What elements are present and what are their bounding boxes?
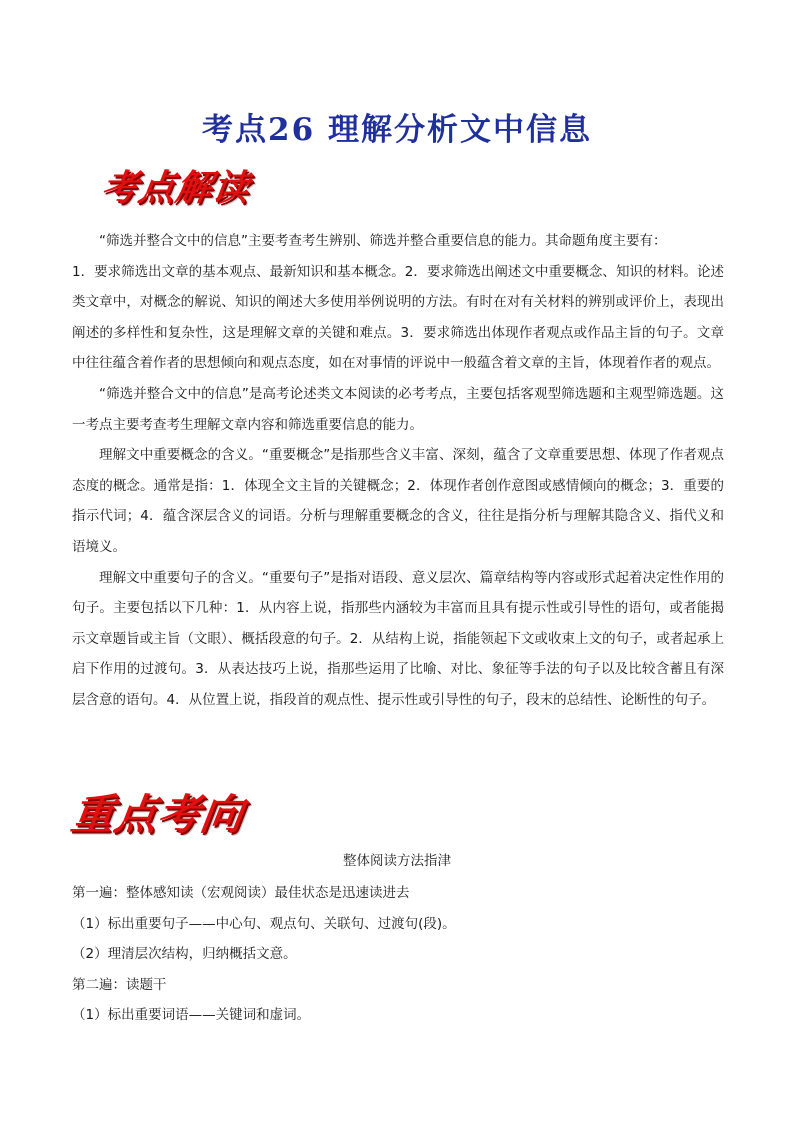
list-item: 第二遍：读题干 <box>72 976 167 993</box>
list-item: （1）标出重要句子——中心句、观点句、关联句、过渡句(段)。 <box>72 915 456 932</box>
banner-interpret: 考点解读 <box>98 167 253 209</box>
paragraph-angles: 1．要求筛选出文章的基本观点、最新知识和基本概念。2．要求筛选出阐述文中重要概念、知识的材料。论述类文章中，对概念的解说、知识的阐述大多使用举例说明的方法。有时在对有关材料的辨别或评价上，表现出阐述的多样性和复杂性，这是理解文章的关键和难点。3．要求筛选出体现作者观点或作品主旨的句子。文章中往往蕴含着作者的思想倾向和观点态度，如在对事情的评说中一般蕴含着文章的主旨，体现着作者的观点。 <box>72 263 724 372</box>
interpret-section <box>72 226 724 716</box>
banner-focus: 重点考向 <box>68 790 248 839</box>
paragraph-intro: “筛选并整合文中的信息”主要考查考生辨别、筛选并整合重要信息的能力。其命题角度主要有： <box>99 233 667 249</box>
paragraph-exam-point: “筛选并整合文中的信息”是高考论述类文本阅读的必考考点，主要包括客观型筛选题和主观型筛选题。这一考点主要考查考生理解文章内容和筛选重要信息的能力。 <box>72 385 724 433</box>
method-list <box>72 878 724 1031</box>
list-item: （1）标出重要词语——关键词和虚词。 <box>72 1007 311 1024</box>
list-item: 第一遍：整体感知读（宏观阅读）最佳状态是迅速读进去 <box>72 885 410 901</box>
method-title: 整体阅读方法指津 <box>343 853 451 869</box>
paragraph-concepts: 理解文中重要概念的含义。“重要概念”是指那些含义丰富、深刻，蕴含了文章重要思想、体现了作者观点态度的概念。通常是指：1．体现全文主旨的关键概念；2．体现作者创作意图或感情倾向的概念；3．重要的指示代词；4．蕴含深层含义的词语。分析与理解重要概念的含义，往往是指分析与理解其隐含义、指代义和语境义。 <box>72 447 724 555</box>
page-title: 考点26 理解分析文中信息 <box>202 112 592 148</box>
list-item: （2）理清层次结构，归纳概括文意。 <box>72 946 297 963</box>
paragraph-sentences: 理解文中重要句子的含义。“重要句子”是指对语段、意义层次、篇章结构等内容或形式起着决定性作用的句子。主要包括以下几种：1．从内容上说，指那些内涵较为丰富而且具有提示性或引导性的语句，或者能揭示文章题旨或主旨（文眼）、概括段意的句子。2．从结构上说，指能领起下文或收束上文的句子，或者起承上启下作用的过渡句。3．从表达技巧上说，指那些运用了比喻、对比、象征等手法的句子以及比较含蓄且有深层含意的语句。4．从位置上说，指段首的观点性、提示性或引导性的句子，段末的总结性、论断性的句子。 <box>72 569 724 708</box>
